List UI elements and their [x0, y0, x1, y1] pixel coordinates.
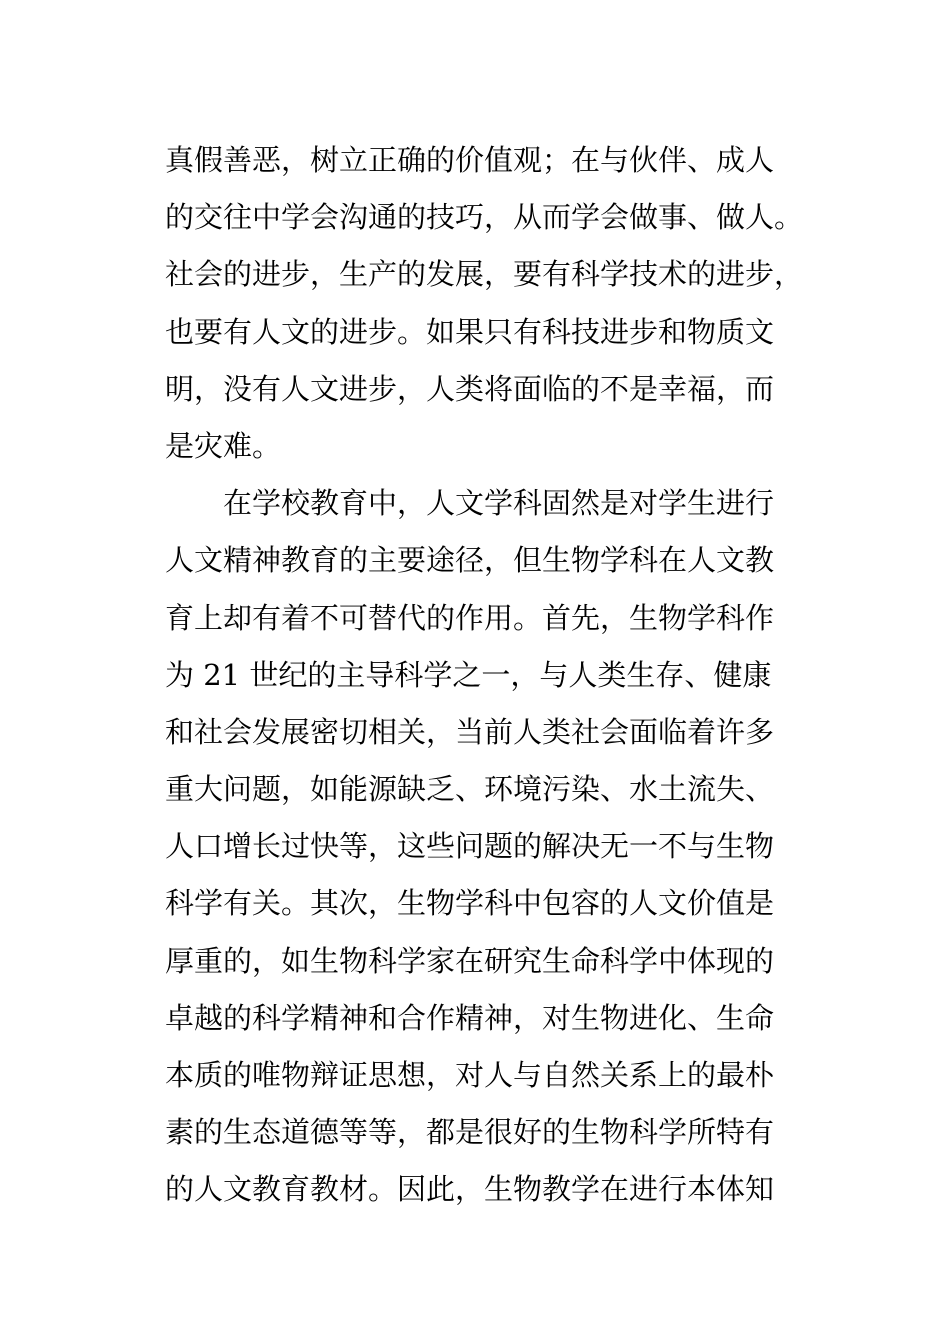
text-line: 是灾难。 [165, 428, 282, 463]
text-line: 素的生态道德等等，都是很好的生物科学所特有 [165, 1115, 775, 1150]
text-line: 社会的进步，生产的发展，要有科学技术的进步， [165, 257, 804, 292]
text-line: 人口增长过快等，这些问题的解决无一不与生物 [165, 829, 775, 864]
paragraph-start-line: 在学校教育中，人文学科固然是对学生进行 [165, 486, 775, 521]
text-line: 也要有人文的进步。如果只有科技进步和物质文 [165, 314, 775, 349]
text-line: 人文精神教育的主要途径，但生物学科在人文教 [165, 543, 775, 578]
text-line: 明，没有人文进步，人类将面临的不是幸福，而 [165, 371, 775, 406]
text-line: 厚重的，如生物科学家在研究生命科学中体现的 [165, 943, 775, 978]
text-line: 的人文教育教材。因此，生物教学在进行本体知 [165, 1172, 775, 1207]
text-line: 真假善恶，树立正确的价值观；在与伙伴、成人 [165, 143, 775, 177]
text-line: 和社会发展密切相关，当前人类社会面临着许多 [165, 714, 775, 749]
text-line: 育上却有着不可替代的作用。首先，生物学科作 [165, 600, 775, 635]
body-text [165, 132, 805, 1219]
text-line: 卓越的科学精神和合作精神，对生物进化、生命 [165, 1000, 775, 1035]
text-line: 的交往中学会沟通的技巧，从而学会做事、做人。 [165, 200, 804, 235]
text-line: 本质的唯物辩证思想，对人与自然关系上的最朴 [165, 1058, 775, 1092]
text-line: 科学有关。其次，生物学科中包容的人文价值是 [165, 886, 775, 921]
text-line: 为 21 世纪的主导科学之一，与人类生存、健康 [165, 657, 772, 692]
text-line: 重大问题，如能源缺乏、环境污染、水土流失、 [165, 772, 775, 807]
